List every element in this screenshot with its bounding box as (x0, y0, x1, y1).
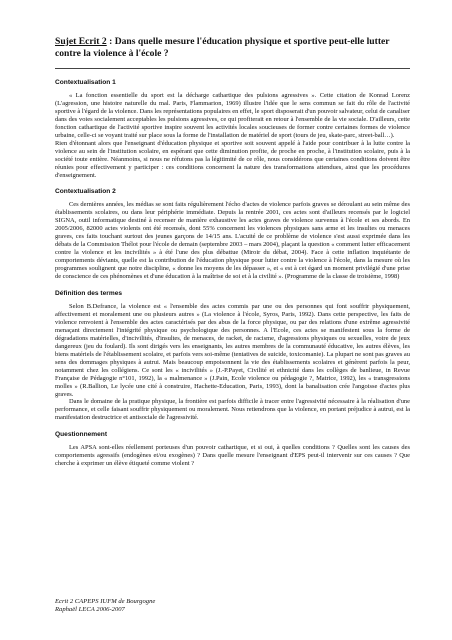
spacer (55, 179, 410, 188)
section-heading-contextualisation-2: Contextualisation 2 (55, 188, 116, 196)
title-divider (55, 68, 410, 69)
paragraph: Ces dernières années, les médias se sont faits régulièrement l'écho d'actes de violence parfois graves se déroulant au sein même des établissements scolaires, ou dans leur périphérie immédiate. Depuis la rentrée 2001, ces actes sont d'ailleurs recensés par le logiciel SIGNA, outil informatique destiné à recenser de manière exhaustive les actes graves de violence survenus à l'école et ses abords. En 2005/2006, 82000 actes violents ont été recensés, dont 55% concernent les violences physiques sans arme et les insultes ou menaces graves, ces faits touchant surtout des jeunes garçons de 14/15 ans. L'acuité de ce problème de violence s'est aussi exprimée dans les débats de la Commission Thélot pour l'école de demain (septembre 2003 – mars 2004), plaçant la question « comment lutter efficacement contre la violence et les incivilités » à été l'une des plus débattue (Miroir du débat, 2004). Face à cette inflation inquiétante de comportements déviants, quelle est la contribution de l'éducation physique pour lutter contre la violence à l'école, dans la mesure où les programmes soulignent que notre discipline, « donne les moyens de les dépasser », et « est à cet égard un moment privilégié d'une prise de conscience de ces phénomènes et d'une éducation à la maîtrise de soi et à la civilité ». (Programme de la classe de troisième, 1998) (55, 201, 410, 281)
paragraph: « La fonction essentielle du sport est la décharge cathartique des pulsions agressives ». Cette citation de Konrad Lorenz (L'agression, une histoire naturelle du mal. Paris, Flammarion, 1969) illustre l'idée que le sens commun se fait du rôle de l'activité sportive à l'égard de la violence. Dans les représentations populaires en effet, le sport disposerait d'un pouvoir salvateur, celui de canaliser dans des voies socialement acceptables les pulsions agressives, ce qui profiterait en retour à l'ensemble de la vie sociale. D'ailleurs, cette fonction cathartique de l'activité sportive inspire souvent les activités locales soucieuses de former contre certaines formes de violence urbaine, celle-ci se voyant traité sur place sous la forme de l'installation de matériel de sport (tours de jeu, skate-parc, street-ball…). (55, 92, 410, 139)
paragraph: Les APSA sont-elles réellement porteuses d'un pouvoir cathartique, et si oui, à quelles conditions ? Quelles sont les causes des comportements agressifs (endogènes et/ou exogènes) ? Dans quelle mesure l'enseignant d'EPS peut-il intervenir sur ces causes ? Que cherche à exprimer un élève étiqueté comme violent ? (55, 444, 410, 468)
page-title (55, 36, 410, 60)
document-page (55, 36, 410, 468)
footer-course: Ecrit 2 CAPEPS IUFM de Bourgogne (55, 598, 156, 605)
subject-label: Sujet Ecrit 2 (55, 36, 107, 47)
spacer (55, 281, 410, 290)
paragraph: Dans le domaine de la pratique physique, la frontière est parfois difficile à tracer entre l'agressivité nécessaire à la réalisation d'une performance, et celle faisant souffrir physiquement ou moralement. Nous retiendrons que la violence, en portant préjudice à autrui, est la manifestation destructrice et antisociale de l'agressivité. (55, 398, 410, 422)
section-heading-questionnement: Questionnement (55, 431, 108, 439)
footer-author: Raphaël LECA 2006-2007 (55, 606, 125, 614)
spacer (55, 422, 410, 431)
section-heading-definition: Définition des termes (55, 290, 123, 298)
section-heading-contextualisation-1: Contextualisation 1 (55, 79, 116, 86)
paragraph: Selon B.Defrance, la violence est « l'ensemble des actes commis par une ou des personnes qui font souffrir physiquement, affectivement et moralement une ou plusieurs autres » (La violence à l'école, Syros, Paris, 1992). Dans cette perspective, les faits de violence renvoient à l'ensemble des actes caractérisés par des abus de la force physique, ou par des relations d'une extrême agressivité menaçant directement l'intégrité physique ou psychologique des personnes. A l'Ecole, ces actes se manifestent sous la forme de dégradations matérielles, d'incivilités, d'insultes, de menaces, de racket, de racisme, d'agressions physiques ou sexuelles, voire de jeux dangereux (jeu du foulard). Ils sont dirigés vers les enseignants, les autres membres de la communauté éducative, les autres élèves, les biens matériels de l'établissement scolaire, et parfois vers soi-même (tentatives de suicide, toxicomanie). La plupart ne sont pas graves au sens des dommages physiques à autrui. Mais beaucoup empoisonnent la vie des établissements scolaires et génèrent parfois la peur, notamment chez les collégiens. Ce sont les « incivilités » (J.-P.Payet, Civilité et ethnicité dans les collèges de banlieue, in Revue Française de Pédagogie n°101, 1992), la « malmenance » (J.Pain, Ecole violence ou pédagogie ?, Matrice, 1992), les « transgressions molles » (R.Ballion, Le lycée une cité à construire, Hachette-Education, Paris, 1993), dont la banalisation crée l'angoisse d'actes plus graves. (55, 303, 410, 398)
subject-question: : Dans quelle mesure l'éducation physique et sportive peut-elle lutter contre la violence à l'école ? (55, 36, 390, 59)
page-footer (55, 598, 355, 615)
paragraph: Rien d'étonnant alors que l'enseignant d'éducation physique et sportive soit souvent appelé à l'aide pour contribuer à la lutte contre la violence au sein de l'institution scolaire, en espérant que cette diminution profite, de proche en proche, à l'institution scolaire, puis à la société toute entière. Néanmoins, si nous ne réfutons pas la légitimité de ce rôle, nous considérons que certaines conditions doivent être réunies pour effectivement y participer : ces conditions concernent la nature des transformations attendues, ainsi que les procédures d'enseignement. (55, 139, 410, 179)
